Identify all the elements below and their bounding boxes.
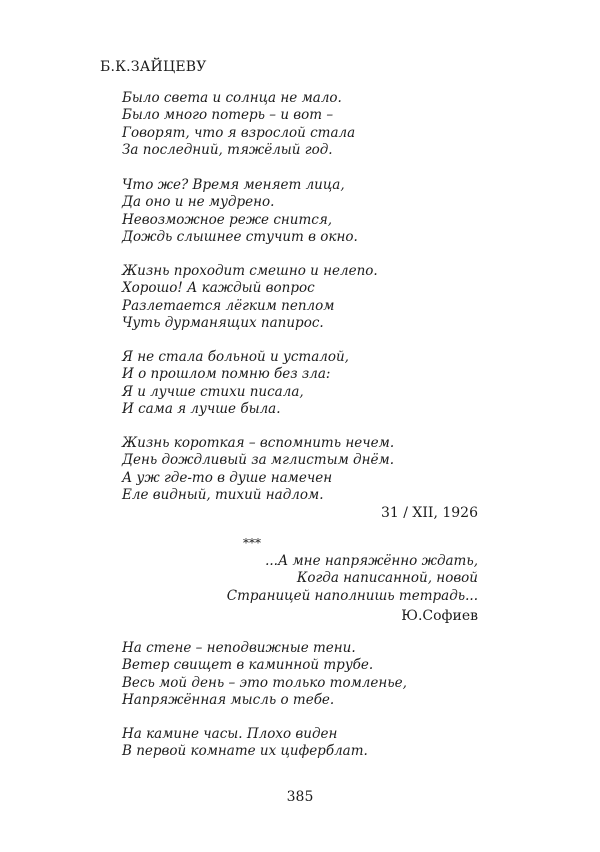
epigraph <box>227 553 478 605</box>
epigraph-line: ...А мне напряжённо ждать, <box>265 553 478 569</box>
poem-line: А уж где-то в душе намечен <box>122 469 333 486</box>
poem-line: Жизнь проходит смешно и нелепо. <box>122 263 378 279</box>
poem-line: Жизнь короткая – вспомнить нечем. <box>122 435 395 451</box>
poem-date: 31 / XII, 1926 <box>381 505 478 521</box>
poem-line: Еле видный, тихий надлом. <box>122 486 324 503</box>
poem-line: И о прошлом помню без зла: <box>122 366 331 383</box>
page-number: 385 <box>286 789 314 805</box>
poem2-stanza-2 <box>122 726 368 761</box>
poem-line: День дождливый за мглистым днём. <box>122 452 394 469</box>
epigraph-line: Когда написанной, новой <box>296 570 478 587</box>
poem-line: В первой комнате их циферблат. <box>122 743 368 760</box>
poem-line: Было света и солнца не мало. <box>122 90 342 106</box>
poem2-stanza-1 <box>122 640 407 709</box>
poem-line: Хорошо! А каждый вопрос <box>122 280 315 297</box>
poem-line: Чуть дурманящих папирос. <box>122 314 324 331</box>
poem-line: За последний, тяжёлый год. <box>122 141 333 158</box>
poem1-stanza-3 <box>122 263 378 332</box>
poem-line: На камине часы. Плохо виден <box>122 726 338 742</box>
poem-line: И сама я лучше была. <box>122 400 281 417</box>
dedication-heading: Б.К.ЗАЙЦЕВУ <box>100 59 207 75</box>
poem1-stanza-2 <box>122 177 358 246</box>
poem-line: На стене – неподвижные тени. <box>122 640 356 656</box>
epigraph-author: Ю.Софиев <box>401 608 478 624</box>
poem-line: Разлетается лёгким пеплом <box>122 297 335 314</box>
poem-line: Что же? Время меняет лица, <box>122 177 345 193</box>
poem-line: Напряжённая мысль о тебе. <box>122 691 335 708</box>
poem-line: Говорят, что я взрослой стала <box>122 124 356 141</box>
poem1-stanza-5 <box>122 435 394 504</box>
poem-line: Дождь слышнее стучит в окно. <box>122 228 358 245</box>
poem-line: Я и лучше стихи писала, <box>122 383 304 400</box>
poem-line: Ветер свищет в каминной трубе. <box>122 657 374 674</box>
poem-line: Невозможное реже снится, <box>122 211 333 228</box>
section-separator: *** <box>243 536 261 550</box>
poem-line: Было много потерь – и вот – <box>122 107 334 124</box>
epigraph-line: Страницей наполнишь тетрадь... <box>226 587 478 604</box>
poem1-stanza-4 <box>122 349 349 418</box>
poem-line: Да оно и не мудрено. <box>122 194 275 211</box>
poem-line: Весь мой день – это только томленье, <box>122 674 407 691</box>
poem1-stanza-1 <box>122 90 355 159</box>
poem-line: Я не стала больной и усталой, <box>122 349 349 365</box>
